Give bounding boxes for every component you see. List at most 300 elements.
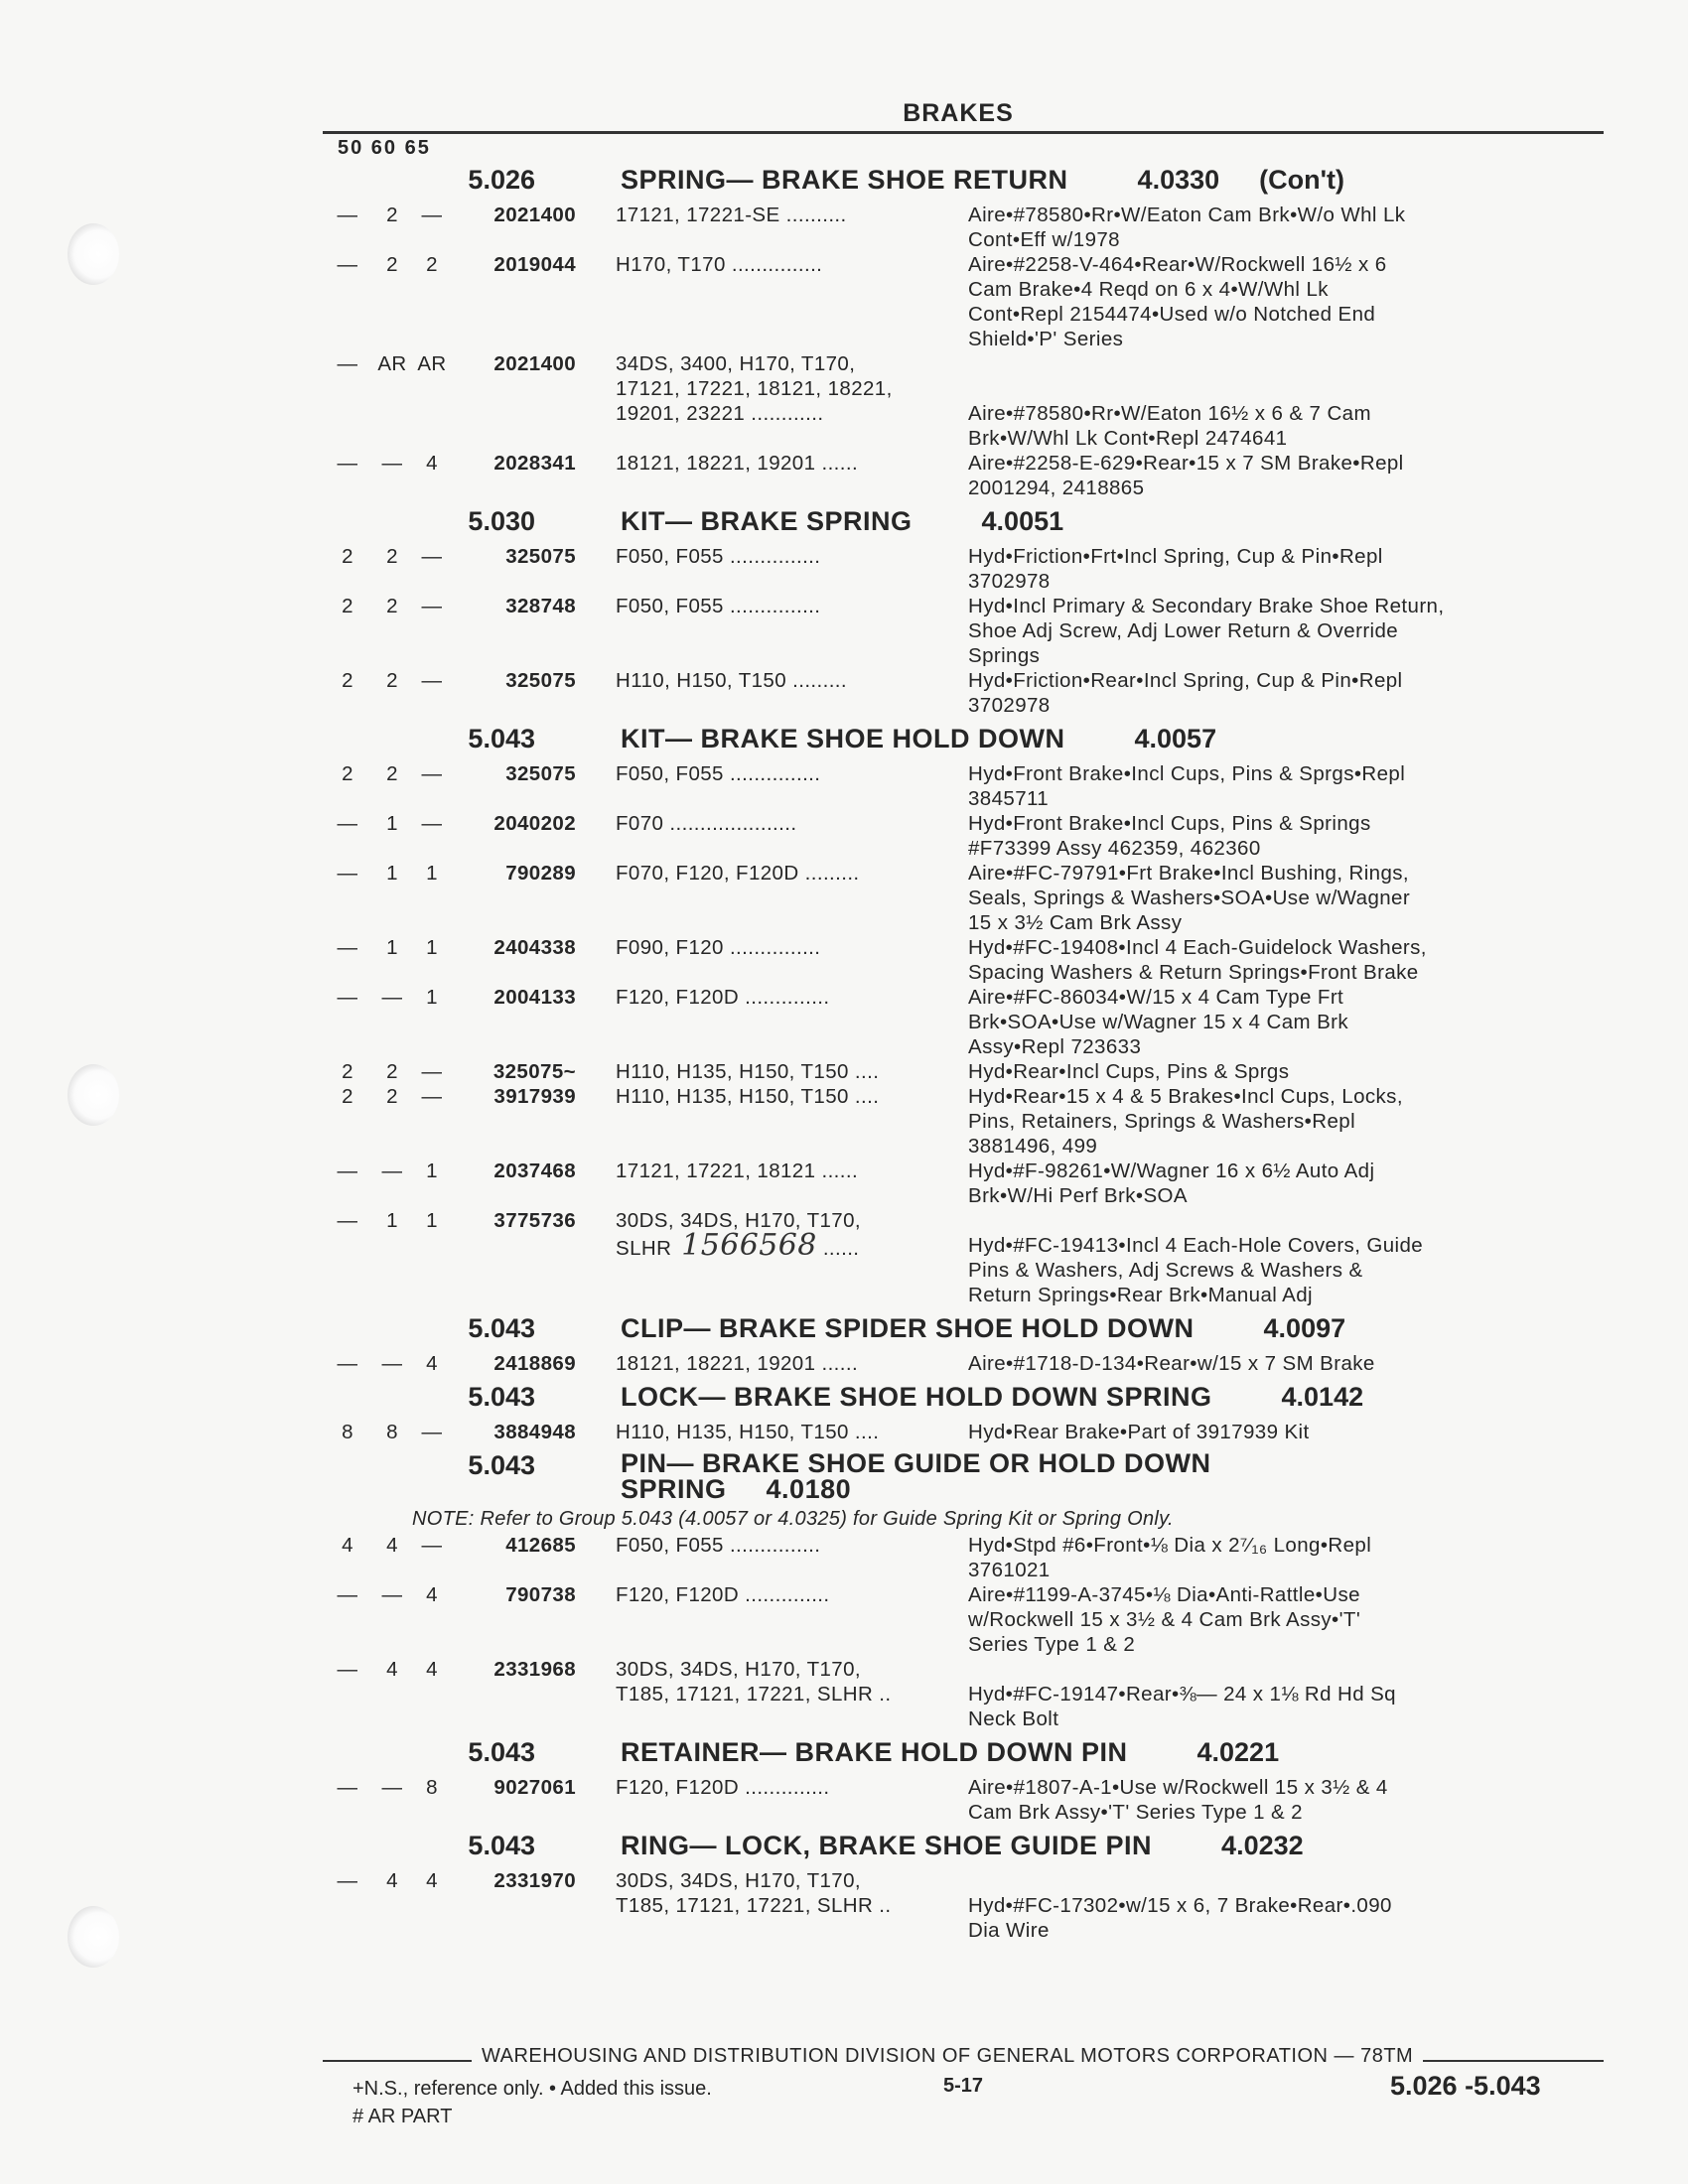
qty-value: 2 (386, 669, 398, 692)
group-number: 5.043 (468, 1831, 535, 1860)
model-text: F050, F055 ............... (616, 545, 821, 568)
section-name: KIT— BRAKE SHOE HOLD DOWN (621, 724, 1065, 753)
qty-value: 2 (342, 545, 353, 568)
part-number: 2021400 (493, 204, 576, 226)
part-row (323, 1059, 1604, 1084)
part-number: 2331968 (493, 1658, 576, 1681)
qty-value: — (337, 862, 358, 885)
quantity-columns (323, 1159, 457, 1208)
model-text: F120, F120D .............. (616, 986, 830, 1009)
model-text: F070 ..................... (616, 812, 797, 835)
section-code: 4.0097 (1263, 1313, 1346, 1343)
models-cell (586, 1208, 958, 1307)
description-line: Springs (968, 644, 1041, 667)
part-number: 3884948 (493, 1421, 576, 1443)
model-line (616, 1775, 958, 1800)
description-cell (958, 1775, 1604, 1825)
section-name-line (621, 1476, 1211, 1502)
description-line: Aire•#78580•Rr•W/Eaton 16½ x 6 & 7 Cam (968, 402, 1371, 425)
description-line: 3881496, 499 (968, 1135, 1098, 1158)
description-cell (958, 761, 1604, 811)
models-cell (586, 861, 958, 935)
group-range: 5.026 -5.043 (1390, 2071, 1541, 2101)
model-text: 17121, 17221, 18121, 18221, (616, 377, 893, 400)
models-cell (586, 1059, 958, 1084)
section-heading (323, 724, 1604, 761)
description-line: Aire•#1807-A-1•Use w/Rockwell 15 x 3½ & 4 (968, 1776, 1388, 1799)
models-cell (586, 668, 958, 718)
description-cell (958, 1657, 1604, 1731)
models-cell (586, 1420, 958, 1444)
models-cell (586, 811, 958, 861)
description-line (968, 1657, 1604, 1682)
section-code: 4.0232 (1221, 1831, 1304, 1860)
model-text: F090, F120 ............... (616, 936, 821, 959)
part-number: 790738 (505, 1583, 576, 1606)
description-cell (958, 1868, 1604, 1943)
models-cell (586, 544, 958, 594)
model-line (616, 1657, 958, 1682)
part-row (323, 544, 1604, 594)
description-cell (958, 668, 1604, 718)
model-line (616, 401, 958, 426)
qty-value: 2 (342, 1085, 353, 1108)
legend-line: # AR PART (352, 2106, 453, 2127)
description-line: 3702978 (968, 694, 1051, 717)
models-cell (586, 985, 958, 1059)
qty-value: — (421, 812, 443, 835)
section-name: SPRING— BRAKE SHOE RETURN (621, 165, 1068, 195)
qty-value: — (337, 1869, 358, 1892)
description-line (968, 1868, 1604, 1893)
models-cell (586, 761, 958, 811)
punch-hole (68, 223, 119, 285)
models-cell (586, 252, 958, 351)
description-line: Hyd•Front Brake•Incl Cups, Pins & Sprgs•Repl (968, 762, 1406, 785)
model-text: F050, F055 ............... (616, 762, 821, 785)
models-cell (586, 1351, 958, 1376)
model-text: 30DS, 34DS, H170, T170, (616, 1869, 861, 1892)
description-line: Hyd•#FC-19408•Incl 4 Each-Guidelock Washers, (968, 936, 1427, 959)
description-line: 2001294, 2418865 (968, 477, 1145, 499)
header-rule (323, 131, 1604, 134)
qty-value: — (337, 1583, 358, 1606)
model-text: 30DS, 34DS, H170, T170, (616, 1209, 861, 1232)
description-cell (958, 351, 1604, 451)
description-cell (958, 203, 1604, 252)
qty-value: — (337, 204, 358, 226)
part-number: 325075~ (492, 1060, 576, 1083)
qty-value: — (337, 1209, 358, 1232)
model-line (616, 1084, 958, 1109)
qty-value: — (381, 1160, 403, 1182)
description-line: Return Springs•Rear Brk•Manual Adj (968, 1284, 1313, 1306)
model-line (616, 594, 958, 618)
group-number: 5.043 (468, 1382, 535, 1412)
description-line: 3702978 (968, 570, 1051, 593)
section-heading (323, 1831, 1604, 1868)
description-line: Hyd•Incl Primary & Secondary Brake Shoe Return, (968, 595, 1445, 617)
part-number: 2404338 (493, 936, 576, 959)
description-line: w/Rockwell 15 x 3½ & 4 Cam Brk Assy•'T' (968, 1608, 1361, 1631)
description-cell (958, 985, 1604, 1059)
quantity-columns (323, 1657, 457, 1731)
part-number: 3775736 (493, 1209, 576, 1232)
part-number: 9027061 (493, 1776, 576, 1799)
model-text: SLHR (616, 1237, 672, 1260)
punch-hole (68, 1906, 119, 1968)
models-cell (586, 451, 958, 500)
section-code: 4.0057 (1134, 724, 1217, 753)
model-line: SLHR 1566568 ...... (616, 1228, 860, 1263)
qty-value: 1 (386, 812, 398, 835)
section-name: KIT— BRAKE SPRING (621, 506, 913, 536)
description-line: Aire•#78580•Rr•W/Eaton Cam Brk•W/o Whl Lk (968, 204, 1406, 226)
description-line: Brk•W/Hi Perf Brk•SOA (968, 1184, 1188, 1207)
qty-value: 4 (426, 1352, 438, 1375)
description-line: Aire•#2258-E-629•Rear•15 x 7 SM Brake•Repl (968, 452, 1404, 475)
section-name: CLIP— BRAKE SPIDER SHOE HOLD DOWN (621, 1313, 1195, 1343)
part-number: 2004133 (493, 986, 576, 1009)
qty-value: — (381, 986, 403, 1009)
part-row (323, 351, 1604, 451)
part-row (323, 668, 1604, 718)
part-row (323, 1084, 1604, 1159)
part-number: 325075 (505, 669, 576, 692)
qty-value: 1 (386, 936, 398, 959)
quantity-columns (323, 544, 457, 594)
section-code: 4.0051 (981, 506, 1064, 536)
description-line: Dia Wire (968, 1919, 1050, 1942)
part-row (323, 1868, 1604, 1943)
section-name: LOCK— BRAKE SHOE HOLD DOWN SPRING (621, 1382, 1212, 1412)
quantity-columns (323, 861, 457, 935)
description-cell (958, 1351, 1604, 1376)
model-text: H110, H135, H150, T150 .... (616, 1085, 880, 1108)
part-row (323, 203, 1604, 252)
part-row (323, 1533, 1604, 1582)
description-line: Neck Bolt (968, 1707, 1059, 1730)
description-line: Shield•'P' Series (968, 328, 1124, 350)
qty-value: 4 (426, 1583, 438, 1606)
model-text: F050, F055 ............... (616, 595, 821, 617)
footer-division: WAREHOUSING AND DISTRIBUTION DIVISION OF GENERAL MOTORS CORPORATION — 78TM (482, 2045, 1414, 2067)
description-line: Aire•#1718-D-134•Rear•w/15 x 7 SM Brake (968, 1352, 1375, 1375)
model-line (616, 1533, 958, 1558)
part-number: 412685 (505, 1534, 576, 1557)
qty-value: 8 (342, 1421, 353, 1443)
part-row (323, 1351, 1604, 1376)
quantity-columns (323, 252, 457, 351)
quantity-columns (323, 1420, 457, 1444)
qty-value: — (381, 1352, 403, 1375)
qty-value: 4 (386, 1534, 398, 1557)
qty-value: 4 (426, 1658, 438, 1681)
model-line (616, 761, 958, 786)
year-columns: 50 60 65 (338, 137, 431, 159)
quantity-columns (323, 985, 457, 1059)
qty-value: 1 (426, 1160, 438, 1182)
description-line: Hyd•#FC-17302•w/15 x 6, 7 Brake•Rear•.090 (968, 1894, 1392, 1917)
part-number: 2040202 (493, 812, 576, 835)
qty-value: 1 (426, 1209, 438, 1232)
section-note: NOTE: Refer to Group 5.043 (4.0057 or 4.0325) for Guide Spring Kit or Spring Only. (412, 1508, 1174, 1530)
model-line (616, 451, 958, 476)
description-line: Cont•Repl 2154474•Used w/o Notched End (968, 303, 1376, 326)
description-cell (958, 811, 1604, 861)
qty-value: — (337, 253, 358, 276)
qty-value: — (421, 595, 443, 617)
description-line: Cam Brk Assy•'T' Series Type 1 & 2 (968, 1801, 1303, 1824)
part-row (323, 861, 1604, 935)
section-code: 4.0330 (1137, 165, 1220, 195)
qty-value: — (421, 1534, 443, 1557)
group-number: 5.043 (468, 1737, 535, 1767)
description-cell (958, 1059, 1604, 1084)
section-heading (323, 1450, 1604, 1502)
description-cell (958, 451, 1604, 500)
model-text: F070, F120, F120D ......... (616, 862, 860, 885)
description-cell (958, 1582, 1604, 1657)
description-line: Pins, Retainers, Springs & Washers•Repl (968, 1110, 1356, 1133)
description-cell (958, 861, 1604, 935)
description-line: Hyd•Rear Brake•Part of 3917939 Kit (968, 1421, 1310, 1443)
description-line: Hyd•Front Brake•Incl Cups, Pins & Springs (968, 812, 1371, 835)
section-code: 4.0221 (1196, 1737, 1280, 1767)
part-number: 790289 (505, 862, 576, 885)
model-line (616, 252, 958, 277)
description-cell (958, 1420, 1604, 1444)
model-text: F050, F055 ............... (616, 1534, 821, 1557)
model-text: 30DS, 34DS, H170, T170, (616, 1658, 861, 1681)
model-line (616, 985, 958, 1010)
group-number: 5.043 (468, 1450, 535, 1480)
legend-line: +N.S., reference only. • Added this issue. (352, 2078, 712, 2100)
section-name-line: PIN— BRAKE SHOE GUIDE OR HOLD DOWN (621, 1448, 1211, 1478)
model-line (616, 1420, 958, 1444)
description-line: Aire•#FC-86034•W/15 x 4 Cam Type Frt (968, 986, 1344, 1009)
models-cell (586, 1775, 958, 1825)
qty-value: — (337, 352, 358, 375)
quantity-columns (323, 1208, 457, 1307)
quantity-columns (323, 935, 457, 985)
quantity-columns (323, 1059, 457, 1084)
model-line (616, 935, 958, 960)
quantity-columns (323, 594, 457, 668)
model-text: H110, H150, T150 ......... (616, 669, 847, 692)
qty-value: — (421, 545, 443, 568)
part-number: 2418869 (493, 1352, 576, 1375)
punch-hole (68, 1064, 119, 1126)
section-heading (323, 506, 1604, 544)
description-line: Pins & Washers, Adj Screws & Washers & (968, 1259, 1363, 1282)
description-line: 15 x 3½ Cam Brk Assy (968, 911, 1183, 934)
part-row (323, 1775, 1604, 1825)
model-line (616, 351, 958, 376)
model-line (616, 861, 958, 886)
qty-value: — (337, 986, 358, 1009)
qty-value: 8 (386, 1421, 398, 1443)
qty-value: — (337, 1352, 358, 1375)
model-line (616, 1893, 958, 1918)
model-line (616, 1059, 958, 1084)
model-text: H110, H135, H150, T150 .... (616, 1421, 880, 1443)
description-line: Aire•#2258-V-464•Rear•W/Rockwell 16½ x 6 (968, 253, 1387, 276)
models-cell (586, 203, 958, 252)
description-line (968, 351, 1604, 376)
description-cell (958, 1084, 1604, 1159)
description-line: Seals, Springs & Washers•SOA•Use w/Wagner (968, 887, 1411, 909)
description-line: Assy•Repl 723633 (968, 1035, 1142, 1058)
qty-value: — (337, 1658, 358, 1681)
page-number: 5-17 (943, 2075, 984, 2097)
model-line (616, 811, 958, 836)
models-cell (586, 594, 958, 668)
group-number: 5.030 (468, 506, 535, 536)
part-number: 3917939 (493, 1085, 576, 1108)
section-name: RETAINER— BRAKE HOLD DOWN PIN (621, 1737, 1128, 1767)
part-number: 2021400 (493, 352, 576, 375)
qty-value: 1 (386, 862, 398, 885)
quantity-columns (323, 1084, 457, 1159)
qty-value: 4 (386, 1658, 398, 1681)
description-cell (958, 252, 1604, 351)
qty-value: 2 (426, 253, 438, 276)
qty-value: 4 (426, 1869, 438, 1892)
section-name-cont: SPRING (621, 1474, 727, 1504)
qty-value: — (337, 1160, 358, 1182)
part-row (323, 761, 1604, 811)
quantity-columns (323, 351, 457, 451)
qty-value: — (381, 1583, 403, 1606)
section-code: 4.0142 (1281, 1382, 1364, 1412)
models-cell (586, 1084, 958, 1159)
models-cell (586, 1868, 958, 1943)
model-text: 17121, 17221, 18121 ...... (616, 1160, 859, 1182)
description-cell (958, 544, 1604, 594)
description-line: Brk•W/Whl Lk Cont•Repl 2474641 (968, 427, 1288, 450)
description-line: Hyd•#F-98261•W/Wagner 16 x 6½ Auto Adj (968, 1160, 1375, 1182)
quantity-columns (323, 1582, 457, 1657)
continued-label: (Con't) (1259, 165, 1345, 195)
qty-value: 8 (426, 1776, 438, 1799)
part-row (323, 1159, 1604, 1208)
qty-value: — (421, 204, 443, 226)
qty-value: — (421, 1085, 443, 1108)
model-line (616, 1159, 958, 1183)
description-line: Hyd•Rear•Incl Cups, Pins & Sprgs (968, 1060, 1290, 1083)
part-number: 325075 (505, 762, 576, 785)
part-row (323, 252, 1604, 351)
model-text: H170, T170 ............... (616, 253, 823, 276)
description-line: Aire•#1199-A-3745•⅛ Dia•Anti-Rattle•Use (968, 1583, 1360, 1606)
part-row (323, 1657, 1604, 1731)
group-number: 5.026 (468, 165, 535, 195)
models-cell (586, 1533, 958, 1582)
handwritten-number: 1566568 (681, 1228, 817, 1263)
model-line (616, 1868, 958, 1893)
part-row (323, 1582, 1604, 1657)
qty-value: — (421, 669, 443, 692)
model-text: T185, 17121, 17221, SLHR .. (616, 1894, 892, 1917)
quantity-columns (323, 761, 457, 811)
description-cell (958, 1533, 1604, 1582)
section-code: 4.0180 (766, 1474, 852, 1504)
qty-value: 2 (342, 762, 353, 785)
model-line (616, 544, 958, 569)
qty-value: 4 (386, 1869, 398, 1892)
description-line: Aire•#FC-79791•Frt Brake•Incl Bushing, Rings, (968, 862, 1410, 885)
part-row (323, 985, 1604, 1059)
description-line: 3761021 (968, 1559, 1051, 1581)
model-line (616, 203, 958, 227)
parts-listing (323, 159, 1604, 1943)
models-cell (586, 1582, 958, 1657)
quantity-columns (323, 1351, 457, 1376)
part-row (323, 811, 1604, 861)
qty-value: — (421, 1421, 443, 1443)
qty-value: — (381, 452, 403, 475)
section-heading (323, 165, 1604, 203)
qty-value: — (381, 1776, 403, 1799)
models-cell (586, 351, 958, 451)
model-text: 18121, 18221, 19201 ...... (616, 452, 859, 475)
part-row (323, 594, 1604, 668)
quantity-columns (323, 668, 457, 718)
qty-value: — (337, 936, 358, 959)
page-title: BRAKES (903, 99, 1014, 127)
footer-legend (352, 2075, 712, 2130)
part-number: 2028341 (493, 452, 576, 475)
part-number: 328748 (505, 595, 576, 617)
quantity-columns (323, 203, 457, 252)
description-line: Brk•SOA•Use w/Wagner 15 x 4 Cam Brk (968, 1011, 1349, 1033)
qty-value: 2 (386, 1060, 398, 1083)
description-line: Hyd•Friction•Frt•Incl Spring, Cup & Pin•Repl (968, 545, 1383, 568)
description-line: Cam Brake•4 Reqd on 6 x 4•W/Whl Lk (968, 278, 1329, 301)
quantity-columns (323, 1868, 457, 1943)
description-line: Cont•Eff w/1978 (968, 228, 1120, 251)
qty-value: 1 (426, 986, 438, 1009)
description-line: #F73399 Assy 462359, 462360 (968, 837, 1261, 860)
model-line (616, 1682, 958, 1706)
qty-value: AR (377, 352, 407, 375)
footer-division-line (323, 2045, 1604, 2068)
model-text: 34DS, 3400, H170, T170, (616, 352, 856, 375)
description-cell (958, 594, 1604, 668)
description-line: Series Type 1 & 2 (968, 1633, 1136, 1656)
qty-value: 2 (386, 1085, 398, 1108)
model-text: T185, 17121, 17221, SLHR .. (616, 1683, 892, 1706)
quantity-columns (323, 1533, 457, 1582)
model-text: 19201, 23221 ............ (616, 402, 824, 425)
description-line: 3845711 (968, 787, 1050, 810)
qty-value: — (421, 762, 443, 785)
qty-value: AR (417, 352, 447, 375)
qty-value: 2 (386, 204, 398, 226)
group-number: 5.043 (468, 724, 535, 753)
description-cell (958, 1208, 1604, 1307)
part-number: 2019044 (493, 253, 576, 276)
description-line: Hyd•#FC-19147•Rear•⅜— 24 x 1⅛ Rd Hd Sq (968, 1683, 1396, 1706)
description-line (968, 376, 1604, 401)
models-cell (586, 1657, 958, 1731)
part-number: 325075 (505, 545, 576, 568)
quantity-columns (323, 451, 457, 500)
model-line (616, 1582, 958, 1607)
model-text: 17121, 17221-SE .......... (616, 204, 847, 226)
model-text: F120, F120D .............. (616, 1776, 830, 1799)
